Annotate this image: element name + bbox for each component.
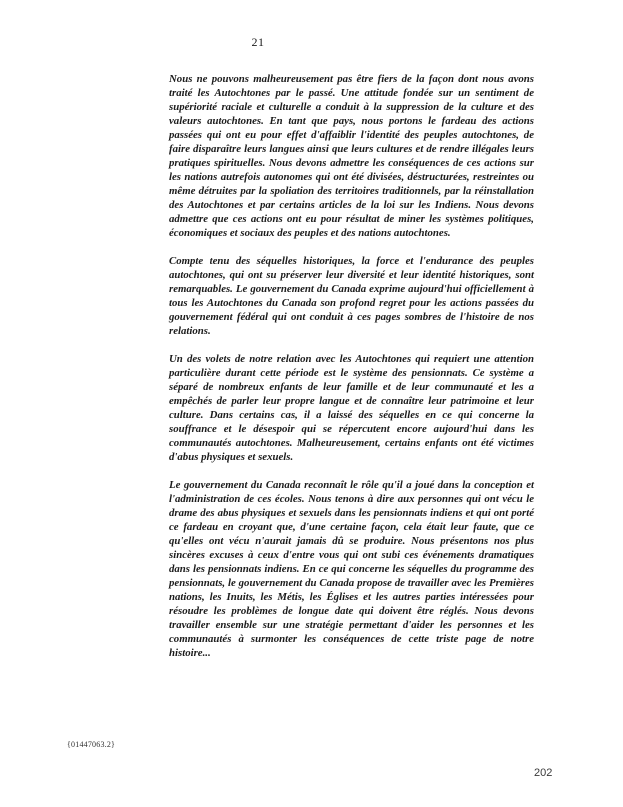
bottom-page-number: 202 — [534, 767, 553, 779]
paragraph-2: Compte tenu des séquelles historiques, la force et l'endurance des peuples autochtones, qui ont su préserver leur diversité et leur identité historiques, sont remarquables. Le gouvernement du Canada exprime aujourd'hui officiellement à tous les Autochtones du Canada son profond regret pour les actions passées du gouvernement fédéral qui ont conduit à ces pages sombres de l'histoire de nos relations. — [169, 255, 534, 337]
document-id-stamp: {01447063.2} — [67, 740, 116, 749]
quoted-passage — [169, 72, 534, 660]
top-page-number: 21 — [251, 35, 265, 49]
paragraph-1: Nous ne pouvons malheureusement pas être fiers de la façon dont nous avons traité les Autochtones par le passé. Une attitude fondée sur un sentiment de supériorité raciale et culturelle a conduit à la suppression de la culture et des valeurs autochtones. En tant que pays, nous portons le fardeau des actions passées qui ont eu pour effet d'affaiblir l'identité des peuples autochtones, de faire disparaître leurs langues ainsi que leurs cultures et de rendre illégales leurs pratiques spirituelles. Nous devons admettre les conséquences de ces actions sur les nations autrefois autonomes qui ont été divisées, déstructurées, restreintes ou même détruites par la spoliation des territoires traditionnels, par la réinstallation des Autochtones et par certains articles de la loi sur les Indiens. Nous devons admettre que ces actions ont eu pour résultat de miner les systèmes politiques, économiques et sociaux des peuples et des nations autochtones. — [169, 73, 534, 239]
paragraph-4: Le gouvernement du Canada reconnaît le rôle qu'il a joué dans la conception et l'administration de ces écoles. Nous tenons à dire aux personnes qui ont vécu le drame des abus physiques et sexuels dans les pensionnats indiens et qui ont porté ce fardeau en croyant que, d'une certaine façon, cela était leur faute, que ce qu'elles ont vécu n'aurait jamais dû se produire. Nous présentons nos plus sincères excuses à ceux d'entre vous qui ont subi ces événements dramatiques dans les pensionnats indiens. En ce qui concerne les séquelles du programme des pensionnats, le gouvernement du Canada propose de travailler avec les Premières nations, les Inuits, les Métis, les Églises et les autres parties intéressées pour résoudre les problèmes de longue date qui doivent être réglés. Nous devons travailler ensemble sur une stratégie permettant d'aider les personnes et les communautés à surmonter les conséquences de cette triste page de notre histoire... — [169, 479, 534, 659]
paragraph-3: Un des volets de notre relation avec les Autochtones qui requiert une attention particulière durant cette période est le système des pensionnats. Ce système a séparé de nombreux enfants de leur famille et de leur communauté et les a empêchés de parler leur propre langue et de connaître leur patrimoine et leur culture. Dans certains cas, il a laissé des séquelles en ce qui concerne la souffrance et le désespoir qui se répercutent encore aujourd'hui dans les communautés autochtones. Malheureusement, certains enfants ont été victimes d'abus physiques et sexuels. — [169, 353, 534, 463]
